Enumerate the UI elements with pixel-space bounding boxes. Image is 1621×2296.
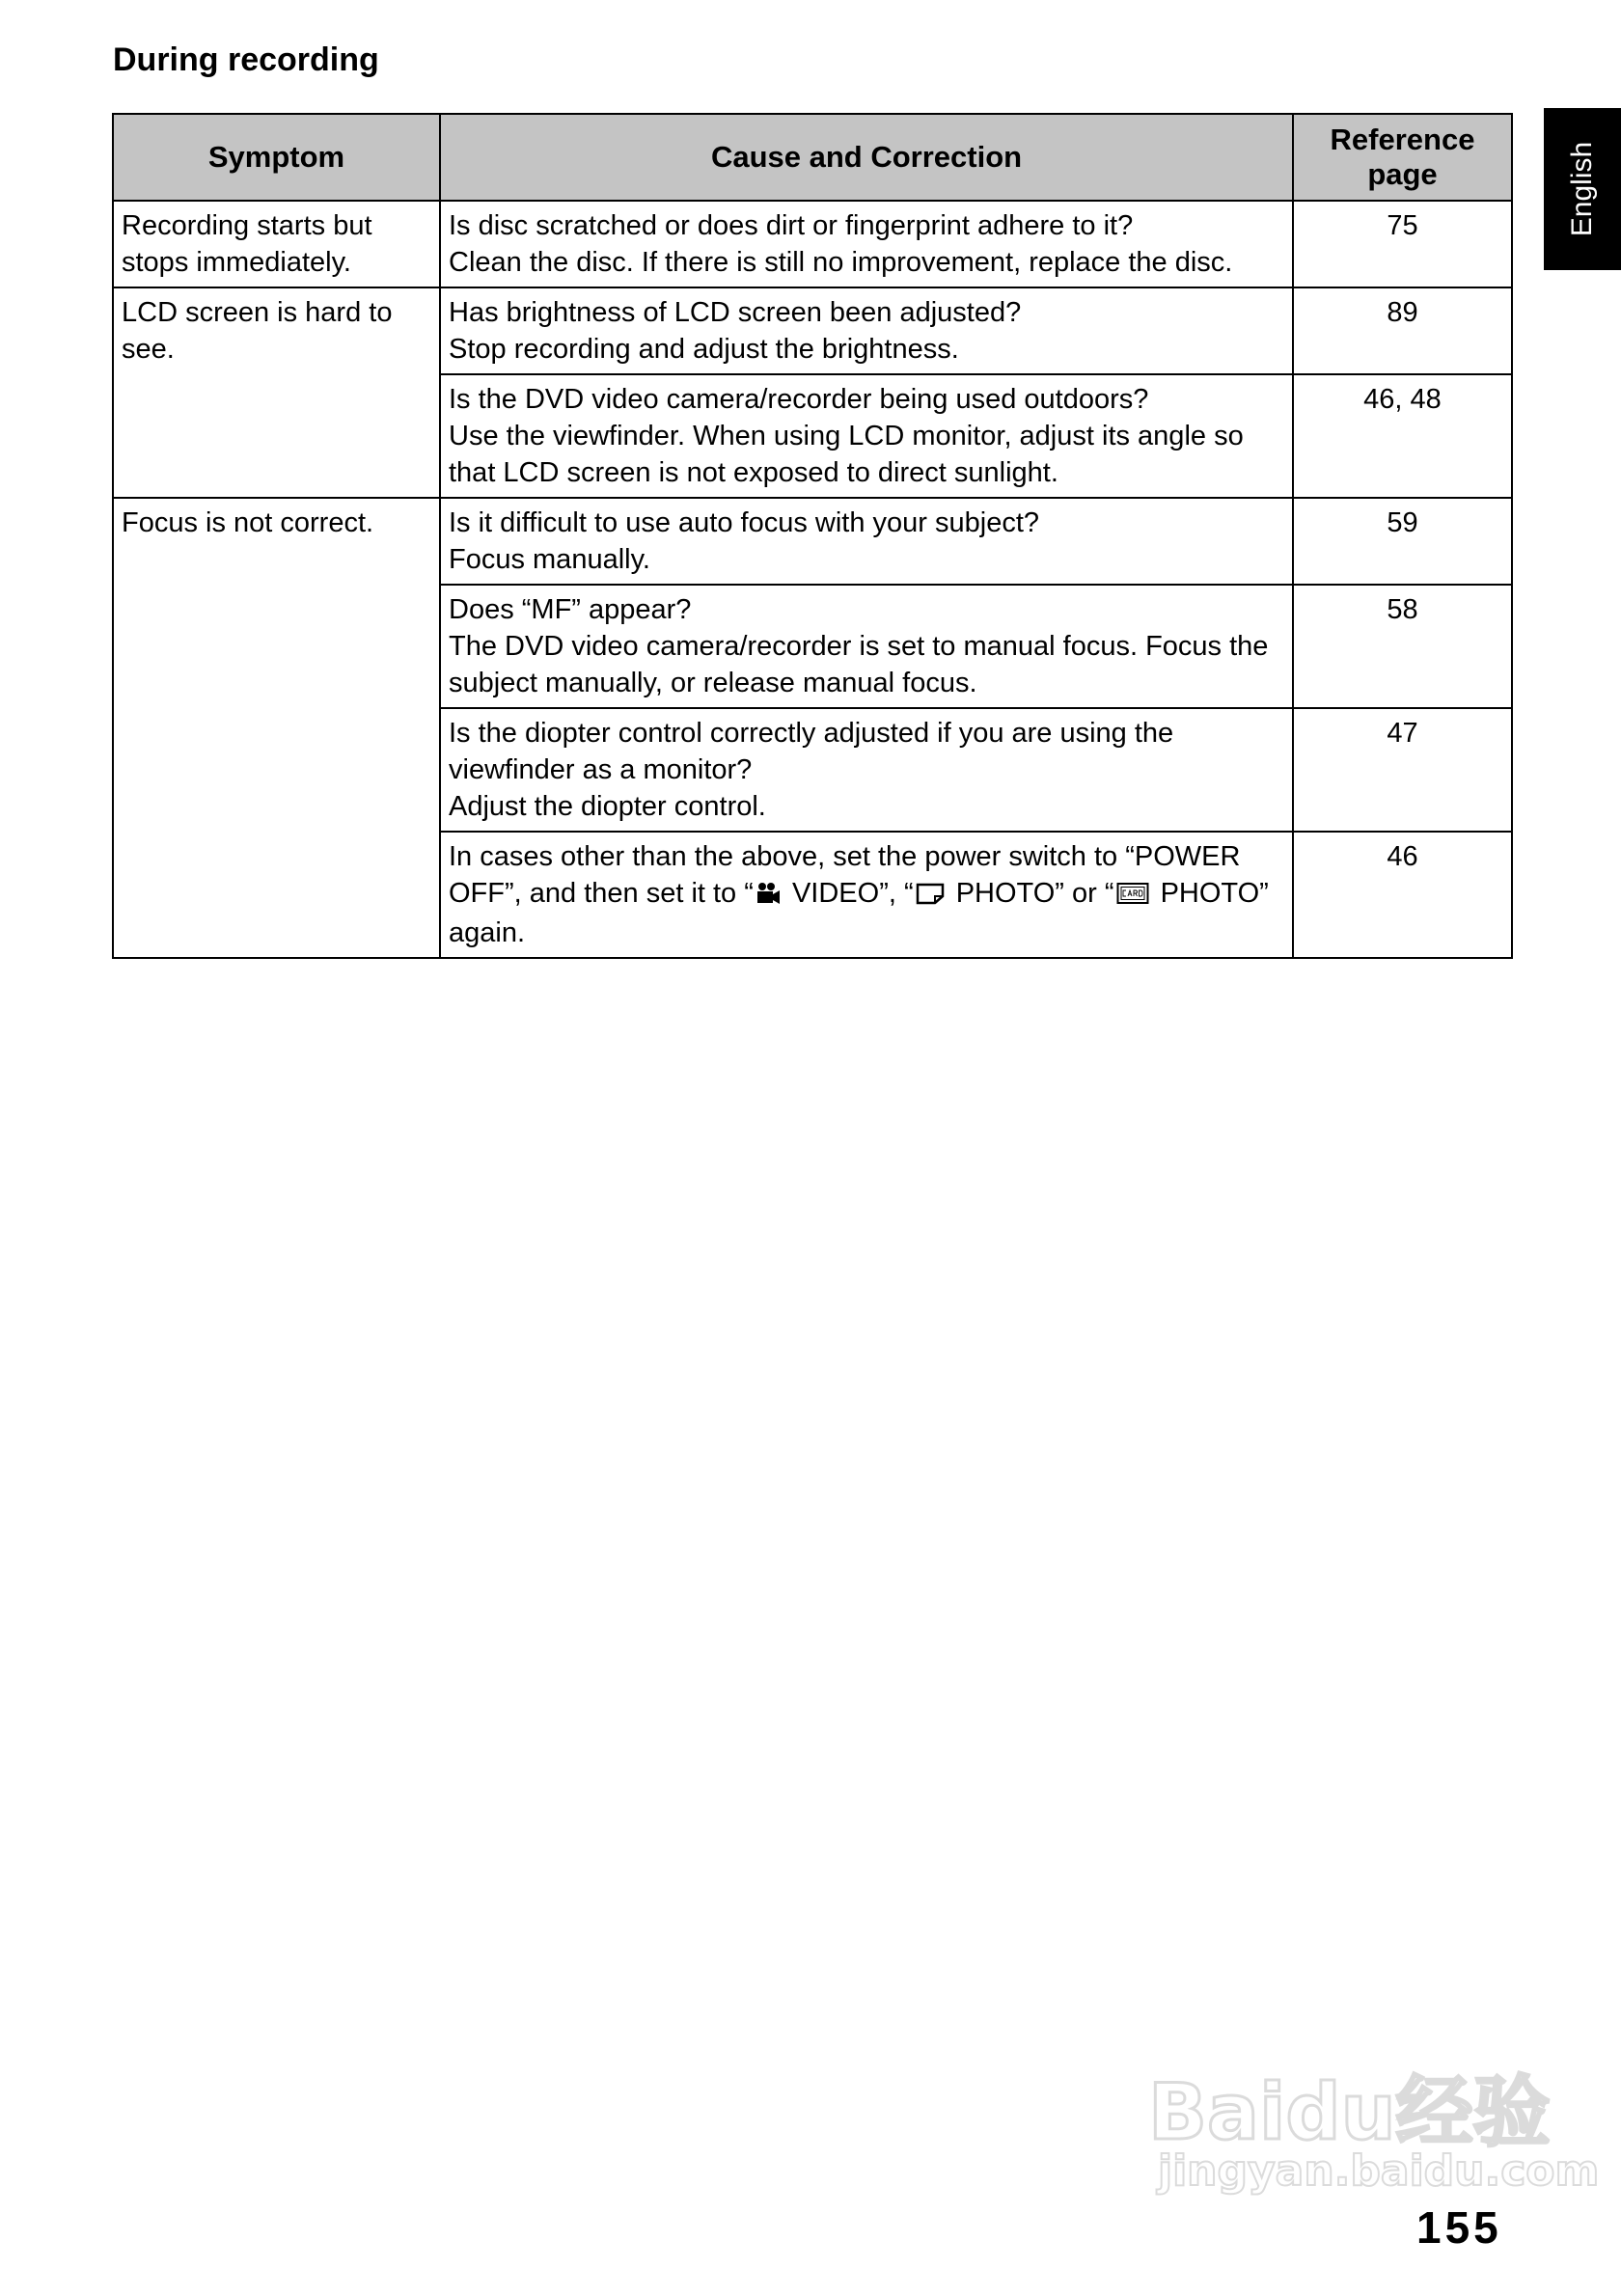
section-title: During recording xyxy=(113,41,379,78)
cause-question: Is the diopter control correctly adjusted if you are using the viewfinder as a monitor? xyxy=(449,718,1174,785)
table-row xyxy=(113,287,1512,374)
page-number: 155 xyxy=(1416,2202,1502,2253)
cause-correction: Clean the disc. If there is still no improvement, replace the disc. xyxy=(449,247,1233,278)
cause-cell xyxy=(440,832,1293,958)
reference-cell: 46, 48 xyxy=(1293,374,1512,498)
watermark-url: jingyan.baidu.com xyxy=(1158,2146,1600,2196)
reference-cell: 47 xyxy=(1293,708,1512,832)
cause-correction: Adjust the diopter control. xyxy=(449,791,766,822)
troubleshooting-table xyxy=(112,113,1513,959)
cause-cell xyxy=(440,585,1293,708)
cause-cell xyxy=(440,708,1293,832)
disc-photo-icon xyxy=(916,878,945,915)
cause-cell xyxy=(440,498,1293,585)
language-tab xyxy=(1544,108,1621,270)
reference-cell: 75 xyxy=(1293,201,1512,287)
cause-correction: The DVD video camera/recorder is set to manual focus. Focus the subject manually, or release manual focus. xyxy=(449,631,1269,698)
header-symptom: Symptom xyxy=(113,114,440,201)
cause-text-part: In cases other than the above, set the power switch to “POWER OFF”, and then set it to “ xyxy=(449,841,1241,909)
cause-correction: Focus manually. xyxy=(449,544,650,575)
header-cause: Cause and Correction xyxy=(440,114,1293,201)
language-tab-label: English xyxy=(1566,141,1598,237)
cause-text-part: VIDEO”, “ xyxy=(783,878,914,909)
table-row xyxy=(113,498,1512,585)
reference-cell: 46 xyxy=(1293,832,1512,958)
reference-cell: 59 xyxy=(1293,498,1512,585)
reference-cell: 89 xyxy=(1293,287,1512,374)
header-reference: Reference page xyxy=(1293,114,1512,201)
watermark-logo: Baidu经验 xyxy=(1148,2067,1551,2157)
reference-cell: 58 xyxy=(1293,585,1512,708)
cause-correction: Use the viewfinder. When using LCD monitor, adjust its angle so that LCD screen is not exposed to direct sunlight. xyxy=(449,421,1244,488)
cause-cell xyxy=(440,201,1293,287)
cause-cell xyxy=(440,287,1293,374)
watermark xyxy=(1148,2050,1600,2204)
card-icon xyxy=(1116,878,1149,915)
table-row xyxy=(113,201,1512,287)
symptom-cell: Focus is not correct. xyxy=(113,498,440,958)
cause-text-part: PHOTO” or “ xyxy=(948,878,1114,909)
cause-question: Does “MF” appear? xyxy=(449,594,692,625)
cause-question: Is it difficult to use auto focus with your subject? xyxy=(449,507,1040,538)
symptom-cell: LCD screen is hard to see. xyxy=(113,287,440,498)
cause-correction: Stop recording and adjust the brightness. xyxy=(449,334,959,365)
table-header-row xyxy=(113,114,1512,201)
cause-question: Is the DVD video camera/recorder being used outdoors? xyxy=(449,384,1149,415)
video-camera-icon xyxy=(756,878,781,915)
symptom-cell: Recording starts but stops immediately. xyxy=(113,201,440,287)
cause-cell xyxy=(440,374,1293,498)
cause-text-part: PHOTO” again. xyxy=(449,878,1269,948)
cause-question: Is disc scratched or does dirt or fingerprint adhere to it? xyxy=(449,210,1134,241)
cause-question: Has brightness of LCD screen been adjusted? xyxy=(449,297,1022,328)
